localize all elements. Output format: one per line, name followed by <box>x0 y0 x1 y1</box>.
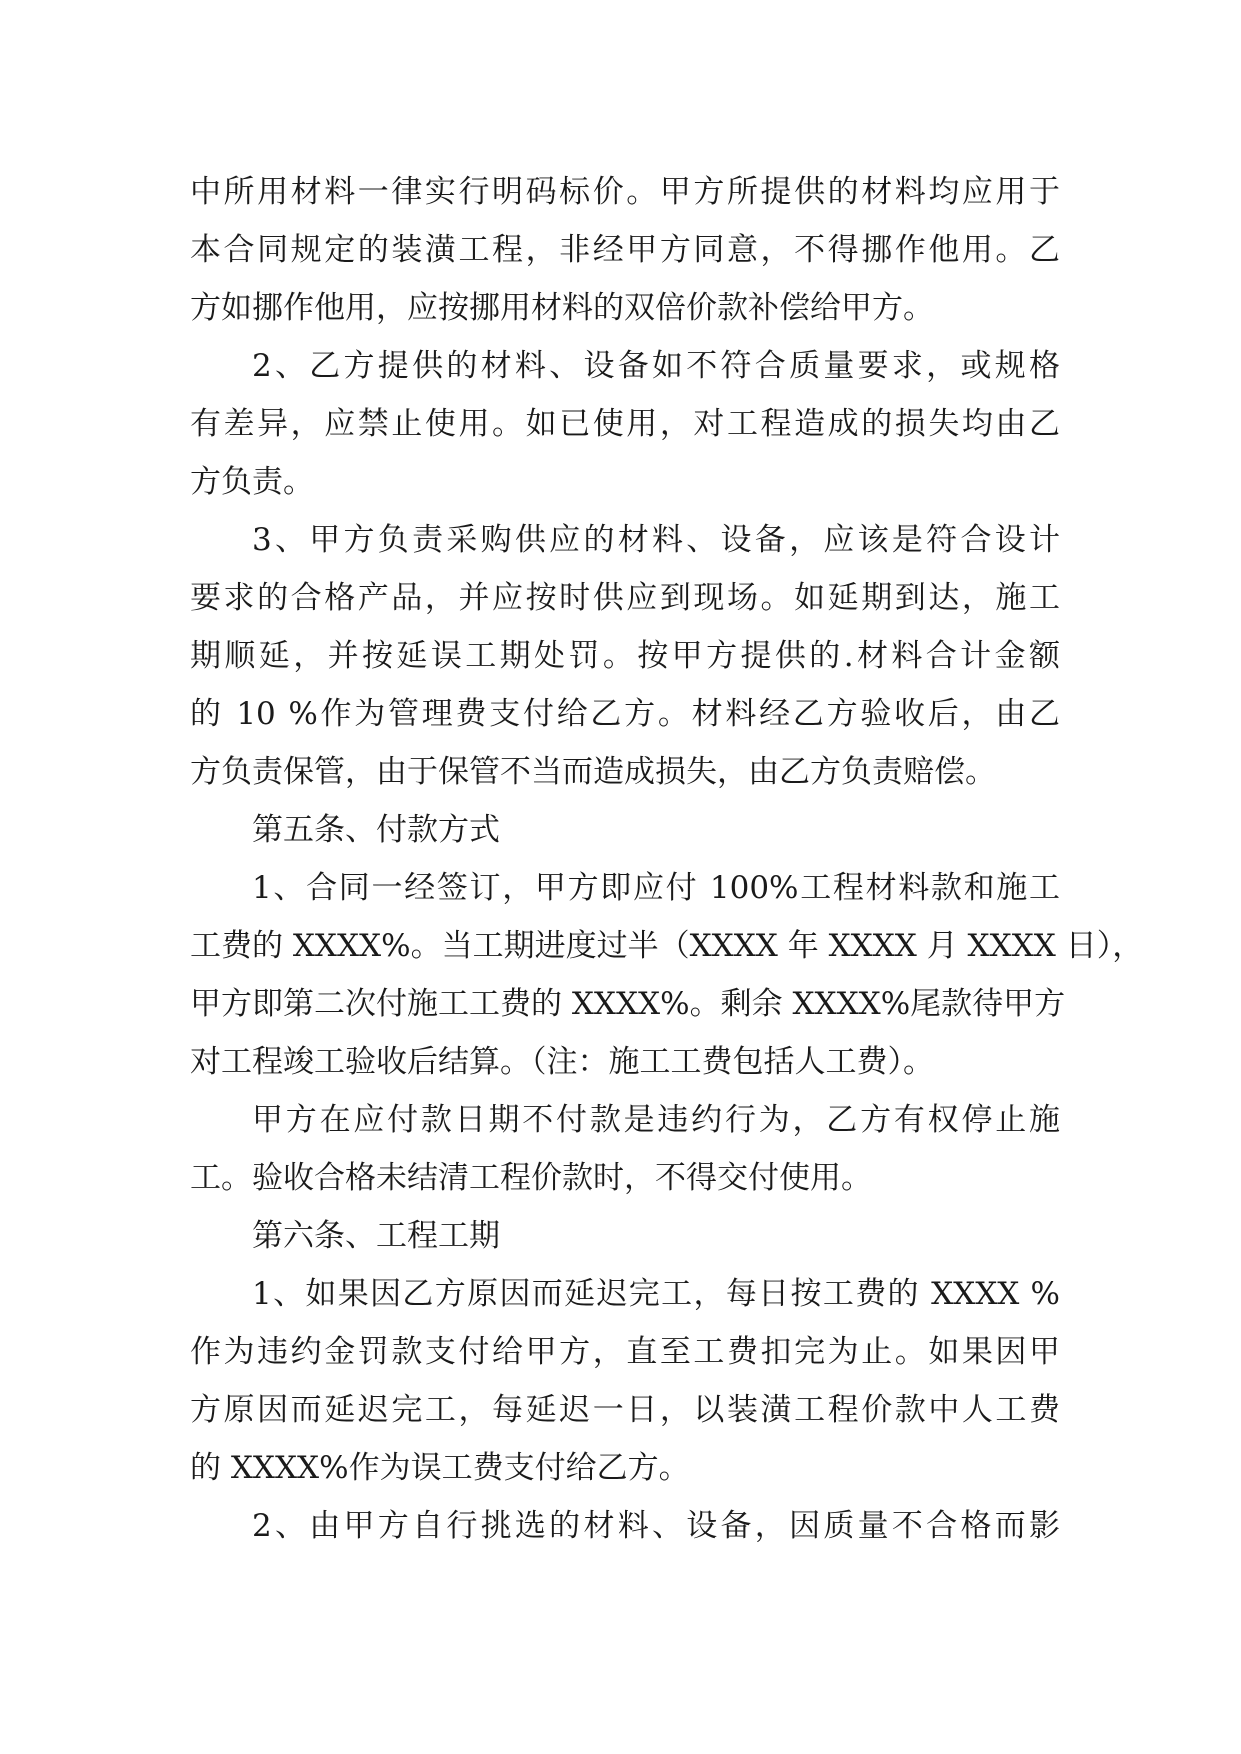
text-line: 的 XXXX%作为误工费支付给乙方。 <box>190 1450 690 1486</box>
paragraph-payment-clause-1 <box>190 859 1144 1091</box>
section-heading-article-6 <box>190 1207 1060 1265</box>
section-heading-article-5 <box>190 801 1060 859</box>
heading-text: 第五条、付款方式 <box>252 812 500 848</box>
paragraph-clause-2-material-quality <box>190 337 1060 511</box>
text-line: 期顺延，并按延误工期处罚。按甲方提供的.材料合计金额 <box>190 638 1060 674</box>
text-line: 有差异，应禁止使用。如已使用，对工程造成的损失均由乙 <box>190 406 1060 442</box>
text-line: 工。验收合格未结清工程价款时，不得交付使用。 <box>190 1160 872 1196</box>
text-line: 的 10 %作为管理费支付给乙方。材料经乙方验收后，由乙 <box>190 696 1060 732</box>
text-line: 中所用材料一律实行明码标价。甲方所提供的材料均应用于 <box>190 174 1060 210</box>
paragraph-clause-3-procurement <box>190 511 1060 801</box>
heading-text: 第六条、工程工期 <box>252 1218 500 1254</box>
text-line: 方负责保管，由于保管不当而造成损失，由乙方负责赔偿。 <box>190 754 996 790</box>
document-body <box>190 163 1144 1555</box>
text-line: 1、如果因乙方原因而延迟完工，每日按工费的 XXXX % <box>252 1276 1060 1312</box>
text-line: 甲方在应付款日期不付款是违约行为，乙方有权停止施 <box>252 1102 1060 1138</box>
text-line: 方负责。 <box>190 464 314 500</box>
text-line: 本合同规定的装潢工程，非经甲方同意，不得挪作他用。乙 <box>190 232 1060 268</box>
paragraph-schedule-clause-2 <box>190 1497 1060 1555</box>
text-line: 工费的 XXXX%。当工期进度过半（XXXX 年 XXXX 月 XXXX 日）， <box>190 928 1144 964</box>
text-line: 2、乙方提供的材料、设备如不符合质量要求，或规格 <box>252 348 1060 384</box>
text-line: 作为违约金罚款支付给甲方，直至工费扣完为止。如果因甲 <box>190 1334 1060 1370</box>
text-line: 方如挪作他用，应按挪用材料的双倍价款补偿给甲方。 <box>190 290 934 326</box>
text-line: 3、甲方负责采购供应的材料、设备，应该是符合设计 <box>252 522 1060 558</box>
text-line: 2、由甲方自行挑选的材料、设备，因质量不合格而影 <box>252 1508 1060 1544</box>
text-line: 1、合同一经签订，甲方即应付 100%工程材料款和施工 <box>252 870 1060 906</box>
text-line: 对工程竣工验收后结算。（注：施工工费包括人工费）。 <box>190 1044 934 1080</box>
text-line: 方原因而延迟完工，每延迟一日，以装潢工程价款中人工费 <box>190 1392 1060 1428</box>
paragraph-material-pricing <box>190 163 1060 337</box>
text-line: 甲方即第二次付施工工费的 XXXX%。剩余 XXXX%尾款待甲方 <box>190 986 1066 1022</box>
text-line: 要求的合格产品，并应按时供应到现场。如延期到达，施工 <box>190 580 1060 616</box>
paragraph-late-payment <box>190 1091 1060 1207</box>
paragraph-schedule-clause-1 <box>190 1265 1060 1497</box>
